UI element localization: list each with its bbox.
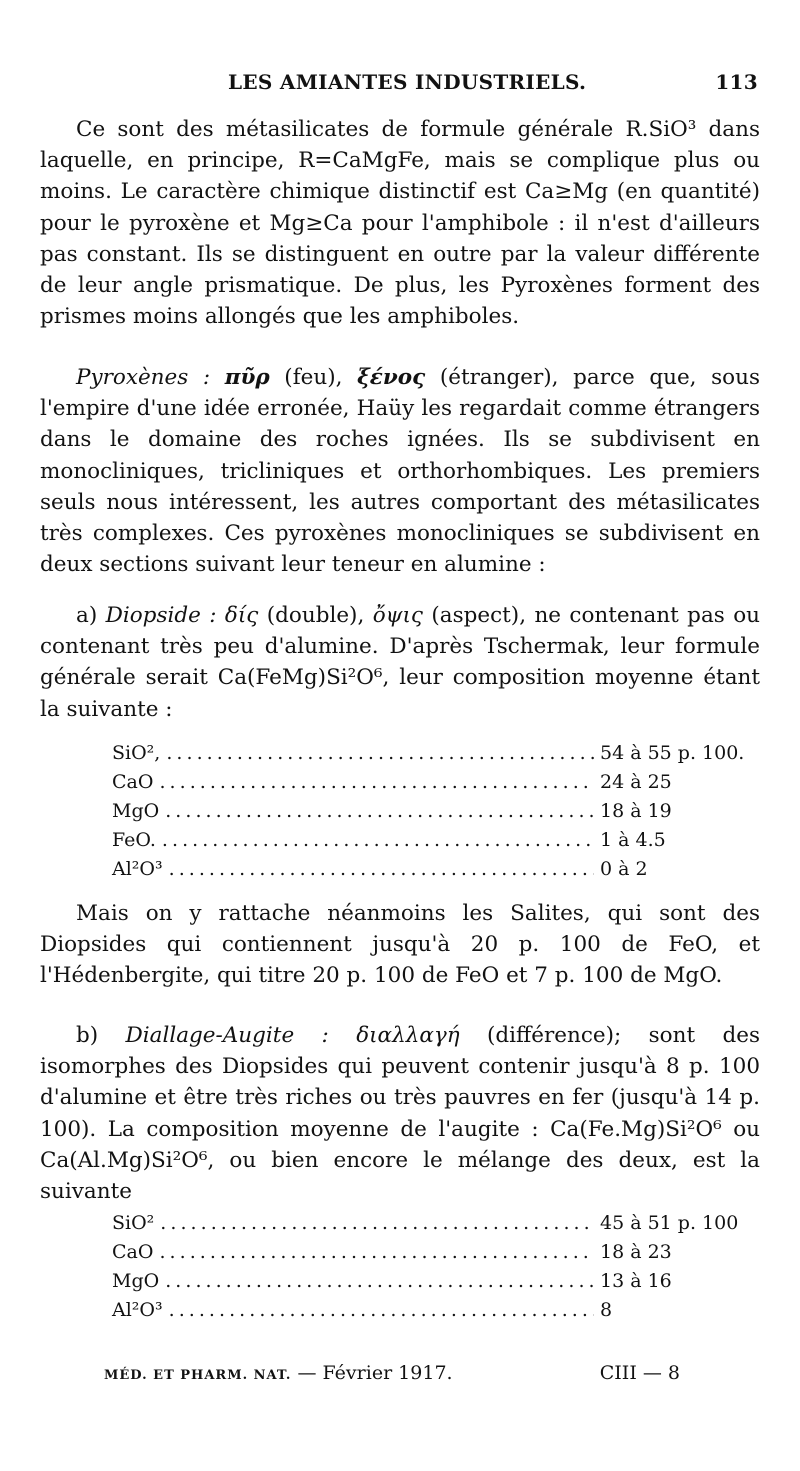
formula: CaO <box>112 1241 154 1263</box>
page-header <box>60 68 758 102</box>
paragraph-salites <box>40 898 760 992</box>
table-row <box>112 742 760 771</box>
paragraph-text: Mais on y rattache néanmoins les Salites, qui sont des Diopsides qui contiennent jusqu'à 20 p. 100 de FeO, et l'Hédenbergite, qui titre 20 p. 100 de FeO et 7 p. 100 de MgO. <box>40 901 760 989</box>
table-row <box>112 1241 760 1270</box>
table-row <box>112 1299 760 1328</box>
formula: Al²O³ <box>112 1299 163 1321</box>
formula: CaO <box>112 771 154 793</box>
amount: 18 à 19 <box>600 800 672 822</box>
list-marker-a: a) <box>76 603 106 628</box>
paragraph-diallage-augite <box>40 1020 760 1207</box>
term-diallage-augite: Diallage-Augite : <box>125 1023 329 1048</box>
paragraph-pyroxenes <box>40 362 760 580</box>
amount: 45 à 51 p. 100 <box>600 1212 739 1234</box>
formula: Al²O³ <box>112 858 163 880</box>
table-row <box>112 858 760 887</box>
leader-dots <box>165 1270 594 1292</box>
greek-opsis: ὄψις <box>372 603 423 628</box>
leader-dots <box>159 771 594 793</box>
greek-pyr: πῦρ <box>224 365 270 390</box>
leader-dots <box>162 829 594 851</box>
formula: SiO² <box>112 1212 155 1234</box>
table-row <box>112 1212 760 1241</box>
table-row <box>112 771 760 800</box>
leader-dots <box>169 858 594 880</box>
leader-dots <box>159 1241 594 1263</box>
paragraph-text: (étranger), parce que, sous l'empire d'une idée erronée, Haüy les regardait comme étrangers dans le domaine des roches ignées. Ils se subdivisent en monocliniques, tricliniques et orthorhombiques. Les premiers seuls nous intéressent, les autres comportant des métasilicates très complexes. Ces pyroxènes monocliniques se subdivisent en deux sections suivant leur teneur en alumine : <box>40 365 760 578</box>
list-marker-b: b) <box>76 1023 126 1048</box>
paragraph-text: (différence); sont des isomorphes des Diopsides qui peuvent contenir jusqu'à 8 p. 100 d'alumine et être très riches ou très pauvres en fer (jusqu'à 14 p. 100). La composition moyenne de l'augite : Ca(Fe.Mg)Si²O⁶ ou Ca(Al.Mg)Si²O⁶, ou bien encore le mélange des deux, est la suivante <box>40 1023 760 1205</box>
signature-mark: CIII — 8 <box>599 1362 680 1384</box>
amount: 8 <box>600 1299 613 1321</box>
amount: 54 à 55 p. 100. <box>600 742 745 764</box>
formula: MgO <box>112 1270 160 1292</box>
paragraph-text: (double), <box>258 603 373 628</box>
page-number: 113 <box>715 70 758 94</box>
greek-xenos: ξένος <box>357 365 426 390</box>
issue-date: — Février 1917. <box>297 1362 453 1384</box>
leader-dots <box>169 1299 594 1321</box>
leader-dots <box>160 1212 594 1234</box>
journal-abbrev: MÉD. ET PHARM. NAT. <box>104 1368 292 1383</box>
formula: FeO. <box>112 829 156 851</box>
table-row <box>112 800 760 829</box>
paragraph-text: (aspect), ne contenant pas ou contenant très peu d'alumine. D'après Tschermak, leur formule générale serait Ca(FeMg)Si²O⁶, leur composition moyenne étant la suivante : <box>40 603 760 722</box>
leader-dots <box>165 800 594 822</box>
formula: MgO <box>112 800 160 822</box>
amount: 18 à 23 <box>600 1241 672 1263</box>
paragraph-metasilicates <box>40 114 760 332</box>
greek-diallage: διαλλαγή <box>356 1023 460 1048</box>
composition-table-diopside <box>112 742 760 887</box>
paragraph-diopside <box>40 600 760 725</box>
leader-dots <box>166 742 594 764</box>
amount: 24 à 25 <box>600 771 672 793</box>
term-diopside: Diopside : <box>105 603 217 628</box>
formula: SiO², <box>112 742 161 764</box>
term-pyroxenes: Pyroxènes : <box>76 365 211 390</box>
paragraph-text: Ce sont des métasilicates de formule générale R.SiO³ dans laquelle, en principe, R=CaMgFe, mais se complique plus ou moins. Le caractère chimique distinctif est Ca≥Mg (en quantité) pour le pyroxène et Mg≥Ca pour l'amphibole : il n'est d'ailleurs pas constant. Ils se distinguent en outre par la valeur différente de leur angle prismatique. De plus, les Pyroxènes forment des prismes moins allongés que les amphiboles. <box>40 117 760 330</box>
composition-table-augite <box>112 1212 760 1328</box>
running-title: LES AMIANTES INDUSTRIELS. <box>228 70 587 94</box>
table-row <box>112 1270 760 1299</box>
amount: 13 à 16 <box>600 1270 672 1292</box>
table-row <box>112 829 760 858</box>
greek-dis: δίς <box>224 603 259 628</box>
amount: 0 à 2 <box>600 858 648 880</box>
amount: 1 à 4.5 <box>600 829 666 851</box>
paragraph-text: (feu), <box>269 365 358 390</box>
